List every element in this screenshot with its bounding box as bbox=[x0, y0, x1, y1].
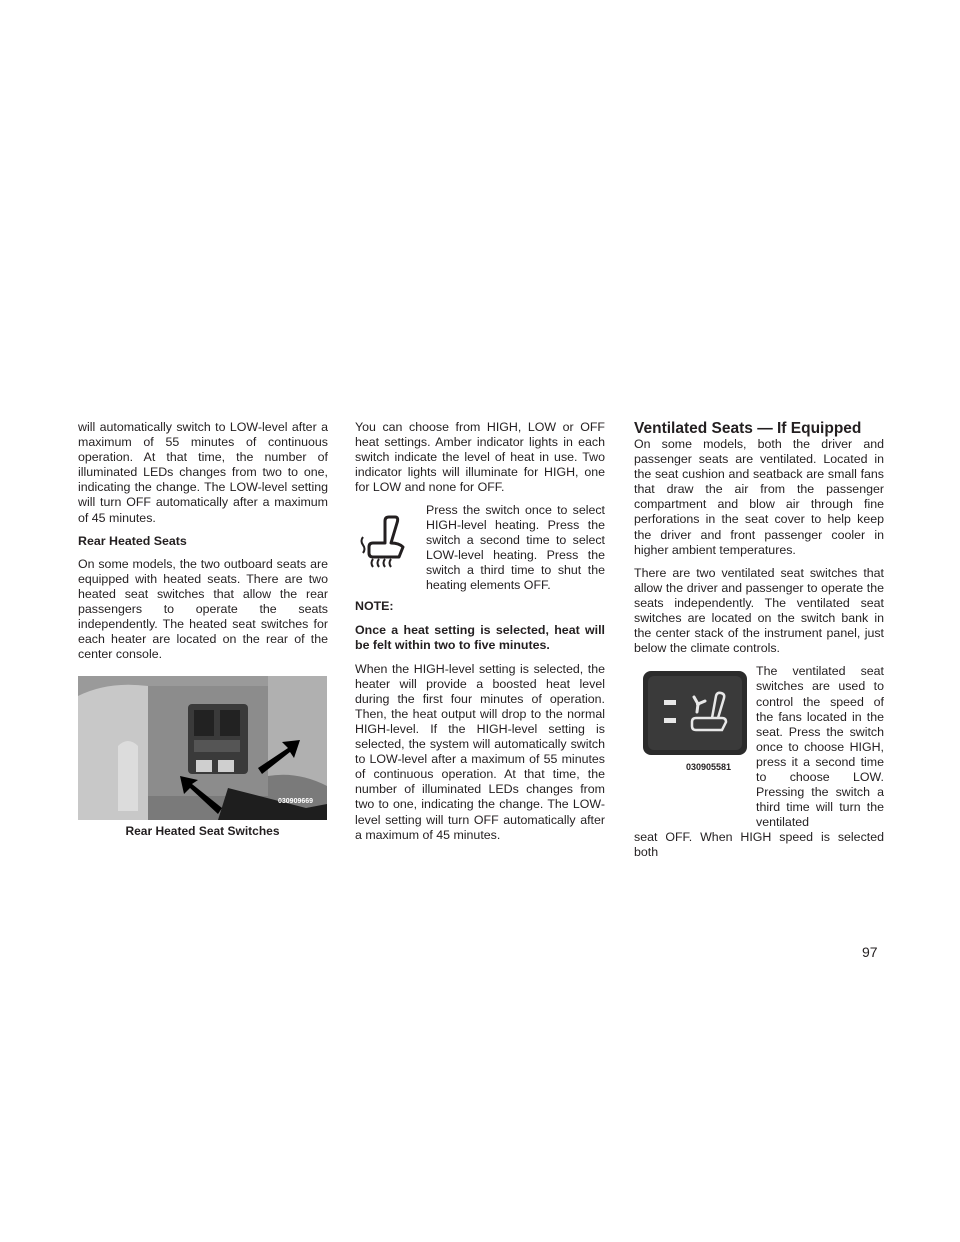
paragraph-continued: will automatically switch to LOW-level after a maximum of 55 minutes of continuous operation. At that time, the number of illuminated LEDs changes from two to one, indicating the change. The LOW-level setting will turn OFF automatically after a maximum of 45 minutes. bbox=[78, 420, 328, 525]
ventilated-image-id: 030905581 bbox=[686, 762, 732, 773]
heated-seat-switch-text: Press the switch once to select HIGH-level heating. Press the switch a second time to select LOW-level heating. Press the switch a third time to shut the heating elements OFF. bbox=[426, 503, 605, 593]
heated-seat-switch-row bbox=[355, 503, 605, 593]
page-number: 97 bbox=[862, 944, 878, 960]
ventilated-seat-switch-block bbox=[634, 664, 884, 830]
ventilated-seats-heading: Ventilated Seats — If Equipped bbox=[634, 420, 862, 437]
figure-caption: Rear Heated Seat Switches bbox=[125, 824, 280, 839]
ventilated-seat-switch-icon bbox=[642, 670, 748, 756]
heated-seat-icon bbox=[359, 513, 411, 569]
rear-heated-seats-paragraph: On some models, the two outboard seats are equipped with heated seats. There are two heated seat switches that allow the rear passengers to operate the seats independently. The heated seat switches for each heater are located on the rear of the center console. bbox=[78, 556, 328, 662]
rear-heated-seats-heading: Rear Heated Seats bbox=[78, 533, 187, 548]
left-column bbox=[78, 420, 328, 840]
ventilated-switch-text: The ventilated seat switches are used to control the speed of the fans located in the seat. Press the switch once to choose HIGH, press it a second time to choose LOW. Pressing the switch a third time will turn the ventilated bbox=[756, 664, 884, 830]
right-column bbox=[634, 420, 884, 861]
ventilated-seats-paragraph-2: There are two ventilated seat switches that allow the driver and passenger to operate the seats independently. The ventilated seat switches are located on the switch bank in the center stack of the instrument panel, just below the climate controls. bbox=[634, 565, 884, 656]
note-label: NOTE: bbox=[355, 599, 394, 614]
high-level-paragraph: When the HIGH-level setting is selected, the heater will provide a boosted heat level during the first four minutes of operation. Then, the heat output will drop to the normal HIGH-level. If the HIGH-level setting is selected, the system will automatically switch to LOW-level after a maximum of 55 minutes of continuous operation. At that time, the number of illuminated LEDs changes from two to one, indicating the change. The LOW-level setting will turn OFF automatically after a maximum of 45 minutes. bbox=[355, 661, 605, 842]
middle-column bbox=[355, 420, 605, 851]
heat-settings-paragraph: You can choose from HIGH, LOW or OFF heat settings. Amber indicator lights in each switch indicate the level of heat in use. Two indicator lights will illuminate for HIGH, one for LOW and none for OFF. bbox=[355, 420, 605, 495]
ventilated-seats-paragraph-1: On some models, both the driver and passenger seats are ventilated. Located in the seat cushion and seatback are small fans that draw the air from the passenger compartment and blow air through fine perforations in the seat cover to help keep the driver and front passenger cooler in higher ambient temperatures. bbox=[634, 437, 884, 557]
figure-id: 030909669 bbox=[278, 798, 314, 806]
rear-heated-seat-switches-figure bbox=[78, 676, 327, 820]
note-text: Once a heat setting is selected, heat will be felt within two to five minutes. bbox=[355, 622, 605, 653]
ventilated-switch-text-continued: seat OFF. When HIGH speed is selected both bbox=[634, 830, 884, 860]
